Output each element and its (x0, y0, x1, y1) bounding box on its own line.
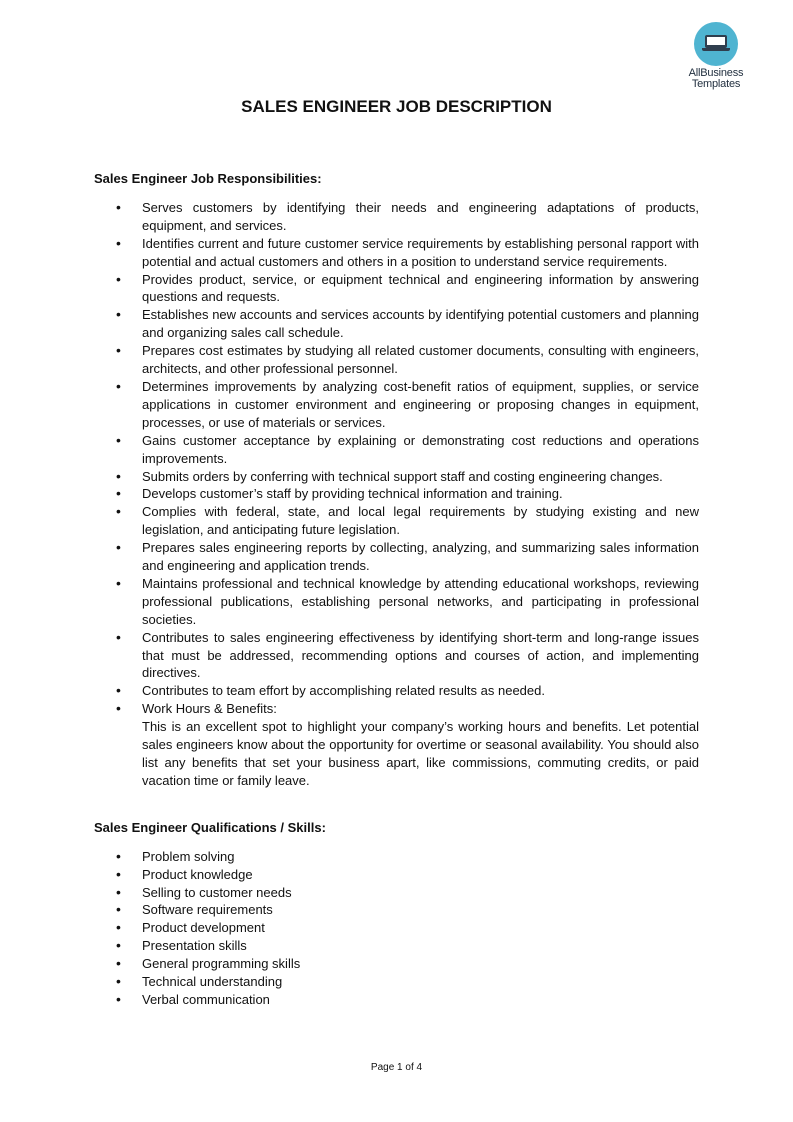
list-item: • Provides product, service, or equipment technical and engineering information by answering questions and requests. (94, 271, 699, 307)
document-body (94, 170, 699, 1009)
list-item: • Selling to customer needs (94, 884, 699, 902)
work-hours-item (94, 700, 699, 790)
logo-line-2: Templates (691, 78, 741, 90)
responsibilities-heading: Sales Engineer Job Responsibilities: (94, 171, 322, 186)
qualifications-list (94, 848, 699, 1009)
list-item: • Determines improvements by analyzing cost-benefit ratios of equipment, supplies, or service applications in customer environment and engineering or proposing changes in equipment, processes, or use of materials or services. (94, 378, 699, 432)
list-item: • Product development (94, 919, 699, 937)
list-item: • Technical understanding (94, 973, 699, 991)
work-hours-text: This is an excellent spot to highlight your company’s working hours and benefits. Let potential sales engineers know about the opportunity for overtime or seasonal availability. You should also list any benefits that set your business apart, like commissions, commuting credits, or paid vacation time or family leave. (142, 719, 699, 788)
list-item: • General programming skills (94, 955, 699, 973)
logo-text (676, 68, 756, 90)
list-item: • Software requirements (94, 901, 699, 919)
list-item: • Identifies current and future customer service requirements by establishing personal rapport with potential and actual customers and others in a position to understand service requirements. (94, 235, 699, 271)
allbusiness-templates-logo (676, 22, 756, 90)
page-footer: Page 1 of 4 (370, 1062, 423, 1073)
responsibilities-list (94, 199, 699, 790)
list-item: • Prepares cost estimates by studying all related customer documents, consulting with engineers, architects, and other professional personnel. (94, 342, 699, 378)
logo-line-1: AllBusiness (688, 67, 744, 79)
logo-circle (694, 22, 738, 66)
list-item: • Maintains professional and technical knowledge by attending educational workshops, reviewing professional publications, establishing personal networks, and participating in professional societies. (94, 575, 699, 629)
list-item: • Problem solving (94, 848, 699, 866)
list-item: • Serves customers by identifying their needs and engineering adaptations of products, equipment, and services. (94, 199, 699, 235)
laptop-icon (705, 35, 727, 48)
list-item: • Product knowledge (94, 866, 699, 884)
list-item: • Contributes to sales engineering effectiveness by identifying short-term and long-range issues that must be addressed, recommending options and courses of action, and implementing directives. (94, 629, 699, 683)
list-item: • Verbal communication (94, 991, 699, 1009)
section-spacer (94, 790, 699, 819)
list-item: • Presentation skills (94, 937, 699, 955)
list-item: • Contributes to team effort by accomplishing related results as needed. (94, 682, 699, 700)
list-item: • Prepares sales engineering reports by collecting, analyzing, and summarizing sales information and engineering and application trends. (94, 539, 699, 575)
list-item: • Develops customer’s staff by providing technical information and training. (94, 485, 699, 503)
list-item: • Complies with federal, state, and local legal requirements by studying existing and new legislation, and anticipating future legislation. (94, 503, 699, 539)
list-item: • Gains customer acceptance by explaining or demonstrating cost reductions and operations improvements. (94, 432, 699, 468)
work-hours-label: • Work Hours & Benefits: (142, 701, 277, 717)
list-item: • Establishes new accounts and services accounts by identifying potential customers and planning and organizing sales call schedule. (94, 306, 699, 342)
list-item: • Submits orders by conferring with technical support staff and costing engineering changes. (94, 468, 699, 486)
qualifications-heading: Sales Engineer Qualifications / Skills: (94, 819, 326, 835)
document-title: SALES ENGINEER JOB DESCRIPTION (241, 97, 552, 116)
